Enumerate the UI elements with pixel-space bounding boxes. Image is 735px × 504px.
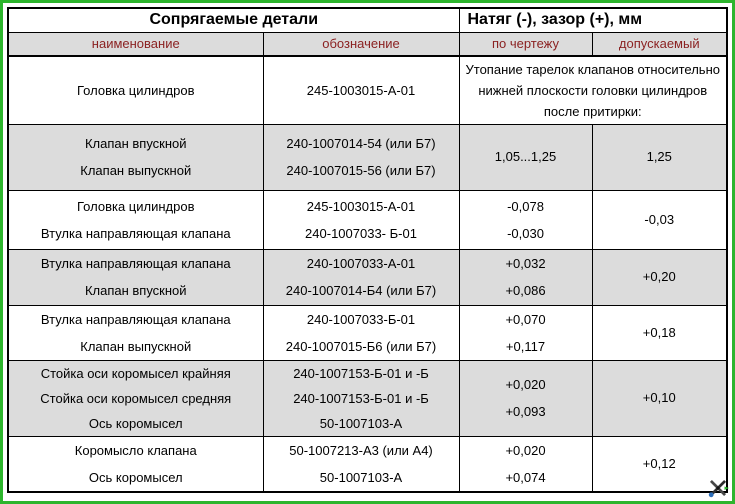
allowed-value: -0,03 bbox=[644, 211, 675, 227]
part-code: 245-1003015-А-01 bbox=[306, 198, 416, 214]
drawing-cell bbox=[459, 190, 592, 249]
part-code: 50-1007213-А3 (или А4) bbox=[289, 442, 433, 458]
allowed-cell bbox=[592, 124, 727, 190]
drawing-cell bbox=[459, 436, 592, 492]
allowed-value: 1,25 bbox=[646, 149, 672, 164]
code-cell bbox=[263, 249, 459, 305]
part-name: Клапан выпускной bbox=[80, 163, 192, 178]
name-cell bbox=[8, 305, 263, 360]
part-name: Головка цилиндров bbox=[77, 82, 195, 98]
part-name: Стойка оси коромысел средняя bbox=[40, 390, 232, 406]
allowed-value: +0,10 bbox=[642, 390, 676, 405]
code-cell bbox=[263, 436, 459, 492]
allowed-cell bbox=[592, 305, 727, 360]
part-name: Стойка оси коромысел крайняя bbox=[40, 365, 231, 381]
table-row bbox=[8, 249, 727, 305]
allowed-value: +0,18 bbox=[642, 324, 676, 340]
table-row bbox=[8, 56, 727, 124]
part-code: 50-1007103-А bbox=[319, 469, 403, 485]
part-name: Коромысло клапана bbox=[74, 442, 197, 458]
name-cell bbox=[8, 190, 263, 249]
drawing-cell bbox=[459, 249, 592, 305]
allowed-cell bbox=[592, 190, 727, 249]
note-cell: Утопание тарелок клапанов относительно нижней плоскости головки цилиндров после притирки: bbox=[459, 56, 727, 124]
spec-table bbox=[7, 7, 728, 493]
drawing-cell bbox=[459, 124, 592, 190]
part-name: Втулка направляющая клапана bbox=[40, 225, 231, 241]
code-cell bbox=[263, 56, 459, 124]
part-name: Ось коромысел bbox=[88, 469, 183, 485]
part-name: Клапан впускной bbox=[84, 283, 187, 298]
drawing-value: +0,093 bbox=[505, 404, 546, 419]
allowed-cell bbox=[592, 360, 727, 436]
part-code: 240-1007153-Б-01 и -Б bbox=[293, 390, 429, 406]
part-code: 240-1007014-54 (или Б7) bbox=[286, 136, 436, 151]
name-cell bbox=[8, 360, 263, 436]
name-cell bbox=[8, 436, 263, 492]
code-cell bbox=[263, 190, 459, 249]
part-code: 240-1007033- Б-01 bbox=[305, 225, 417, 241]
code-cell bbox=[263, 305, 459, 360]
drawing-value: 1,05...1,25 bbox=[494, 149, 557, 164]
name-cell bbox=[8, 124, 263, 190]
part-code: 50-1007103-А bbox=[319, 415, 403, 431]
part-name: Клапан выпускной bbox=[80, 338, 192, 354]
part-code: 240-1007014-Б4 (или Б7) bbox=[285, 283, 437, 298]
drawing-value: +0,032 bbox=[505, 256, 546, 271]
part-code: 240-1007033-Б-01 bbox=[306, 311, 416, 327]
tools-watermark-icon bbox=[706, 476, 730, 500]
part-code: 240-1007153-Б-01 и -Б bbox=[293, 365, 429, 381]
header-mating-parts: Сопрягаемые детали bbox=[8, 8, 459, 32]
drawing-value: +0,070 bbox=[505, 311, 546, 327]
header-row bbox=[8, 8, 727, 32]
drawing-value: +0,117 bbox=[505, 338, 546, 354]
drawing-value: -0,078 bbox=[507, 198, 544, 214]
part-name: Клапан впускной bbox=[84, 136, 187, 151]
drawing-value: -0,030 bbox=[507, 225, 544, 241]
table-row bbox=[8, 436, 727, 492]
drawing-value: +0,086 bbox=[505, 283, 546, 298]
table-row bbox=[8, 190, 727, 249]
table-row bbox=[8, 305, 727, 360]
subheader-allowed: допускаемый bbox=[592, 32, 727, 56]
allowed-cell bbox=[592, 249, 727, 305]
part-name: Втулка направляющая клапана bbox=[40, 256, 231, 271]
subheader-name: наименование bbox=[8, 32, 263, 56]
subheader-designation: обозначение bbox=[263, 32, 459, 56]
table-row bbox=[8, 124, 727, 190]
header-natyag-zazor: Натяг (-), зазор (+), мм bbox=[459, 8, 727, 32]
table-row bbox=[8, 360, 727, 436]
drawing-value: +0,020 bbox=[505, 377, 546, 392]
drawing-value: +0,074 bbox=[505, 469, 546, 485]
subheader-row bbox=[8, 32, 727, 56]
part-name: Втулка направляющая клапана bbox=[40, 311, 231, 327]
drawing-cell bbox=[459, 305, 592, 360]
part-code: 245-1003015-А-01 bbox=[306, 82, 416, 98]
drawing-value: +0,020 bbox=[505, 442, 546, 458]
allowed-value: +0,12 bbox=[642, 455, 676, 471]
name-cell bbox=[8, 249, 263, 305]
part-name: Ось коромысел bbox=[88, 415, 183, 431]
allowed-value: +0,20 bbox=[642, 269, 676, 284]
drawing-cell bbox=[459, 360, 592, 436]
part-code: 240-1007015-Б6 (или Б7) bbox=[285, 338, 437, 354]
code-cell bbox=[263, 360, 459, 436]
code-cell bbox=[263, 124, 459, 190]
subheader-by-drawing: по чертежу bbox=[459, 32, 592, 56]
part-code: 240-1007015-56 (или Б7) bbox=[286, 163, 436, 178]
part-name: Головка цилиндров bbox=[77, 198, 195, 214]
part-code: 240-1007033-А-01 bbox=[306, 256, 416, 271]
name-cell bbox=[8, 56, 263, 124]
